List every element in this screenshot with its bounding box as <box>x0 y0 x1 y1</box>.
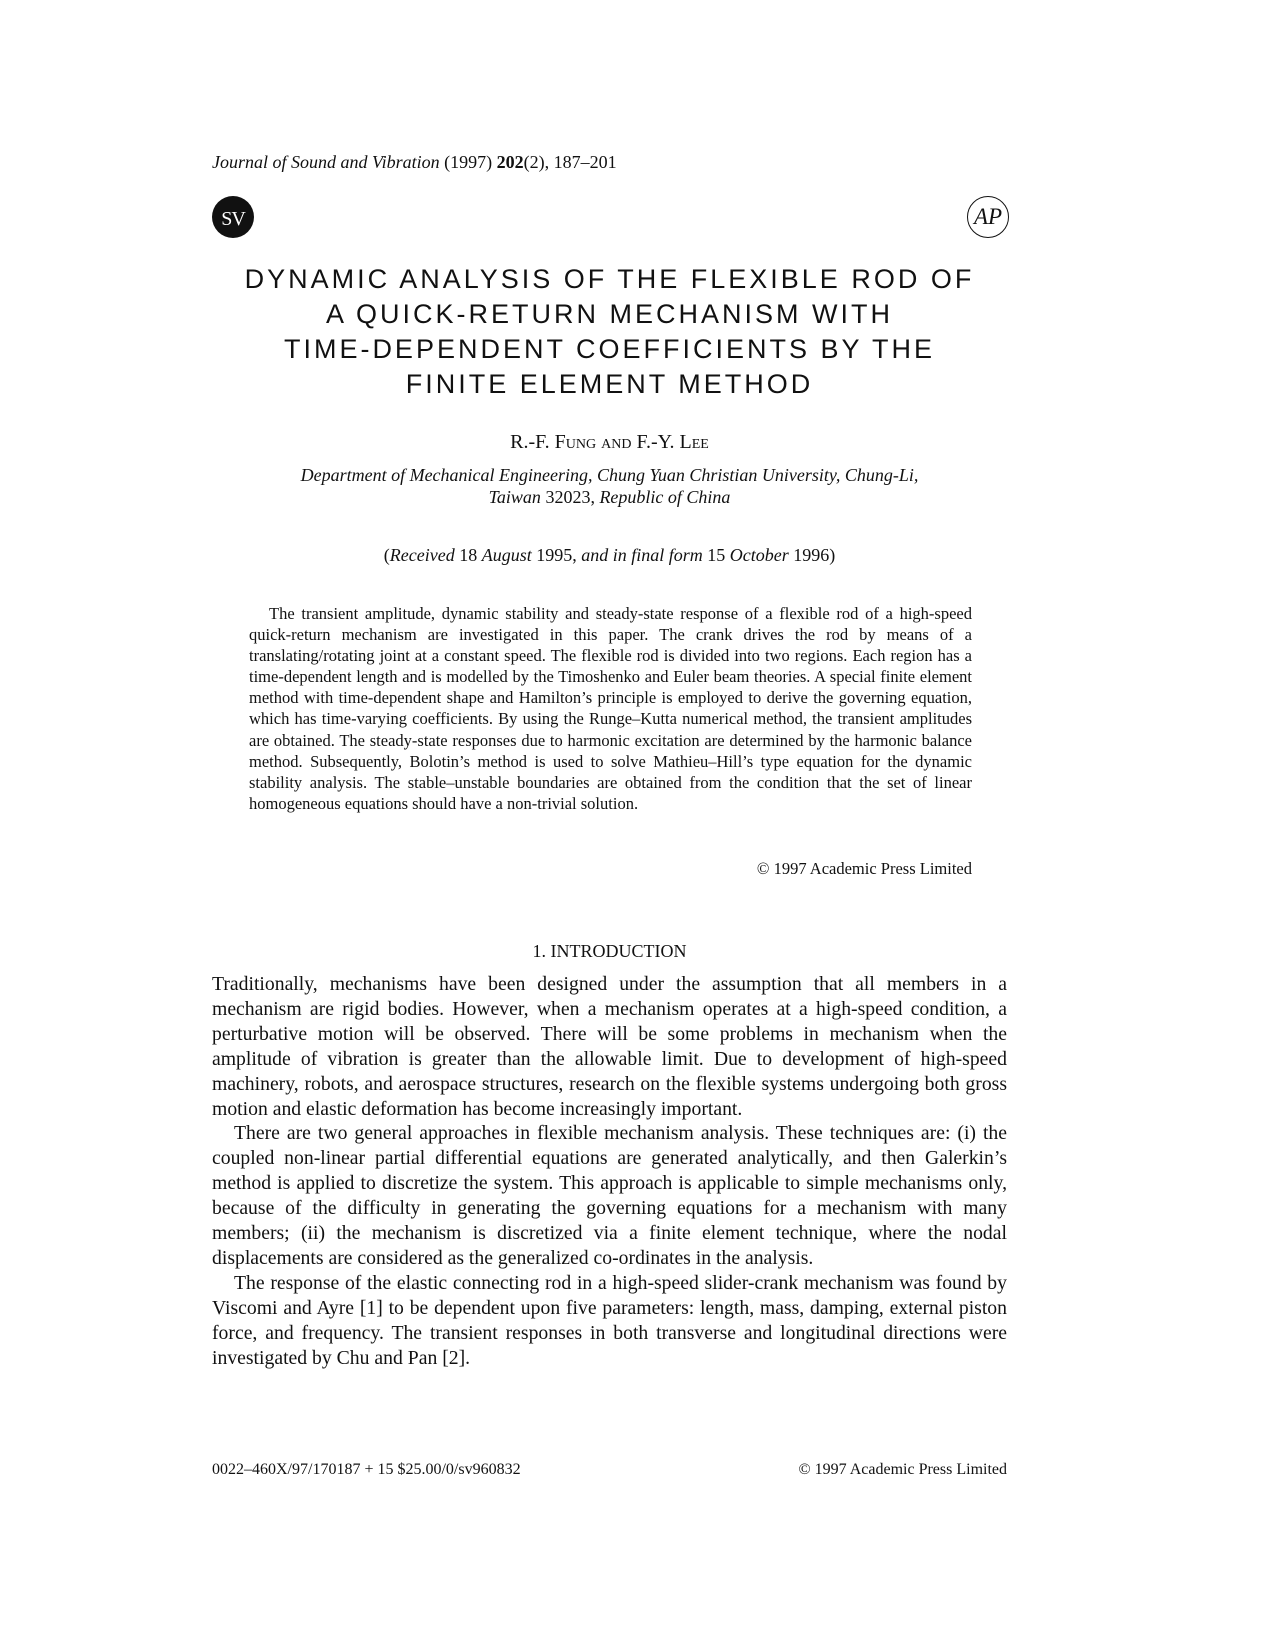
final-day: 15 <box>702 545 730 565</box>
paragraph: Traditionally, mechanisms have been designed under the assumption that all members in a mechanism are rigid bodies. However, when a mechanism operates at a high-speed condition, a perturbative motion will be observed. There will be some problems in mechanism when the amplitude of vibration is greater than the allowable limit. Due to development of high-speed machinery, robots, and aerospace structures, research on the flexible systems undergoing both gross motion and elastic deformation has become increasingly important. <box>212 973 1007 1120</box>
journal-citation <box>212 152 617 173</box>
journal-issue-pages: (2), 187–201 <box>523 152 617 172</box>
sv-logo-text: SV <box>221 208 245 230</box>
final-form-label: and in final form <box>581 545 703 565</box>
section-heading: 1. INTRODUCTION <box>532 941 687 961</box>
title-line: FINITE ELEMENT METHOD <box>405 369 814 399</box>
paragraph: The response of the elastic connecting rod in a high-speed slider-crank mechanism was found by Viscomi and Ayre [1] to be dependent upon five parameters: length, mass, damping, external piston force, and frequency. The transient responses in both transverse and longitudinal directions were investigated by Chu and Pan [2]. <box>212 1271 1007 1369</box>
final-year: 1996) <box>788 545 836 565</box>
received-dates <box>212 545 1007 566</box>
footer-copyright: © 1997 Academic Press Limited <box>798 1461 1007 1478</box>
journal-name: Journal of Sound and Vibration <box>212 152 440 172</box>
affiliation-country-part: Taiwan <box>488 487 541 507</box>
received-open: ( <box>383 545 390 565</box>
author-list: R.-F. Fung and F.-Y. Lee <box>510 431 709 453</box>
sv-logo-superscript: J <box>231 183 235 195</box>
title-line: TIME-DEPENDENT COEFFICIENTS BY THE <box>283 334 936 364</box>
ap-logo-icon <box>967 196 1009 238</box>
affiliation-republic: Republic of China <box>599 487 731 507</box>
journal-year: (1997) <box>444 152 493 172</box>
final-month: October <box>729 545 789 565</box>
received-day: 18 <box>454 545 482 565</box>
footer-code: 0022–460X/97/170187 + 15 $25.00/0/sv960832 <box>212 1461 521 1478</box>
affiliation <box>212 464 1007 508</box>
affiliation-line-2 <box>212 486 1007 508</box>
paragraph: There are two general approaches in flexible mechanism analysis. These techniques are: (i) the coupled non-linear partial differential equations are generated analytically, and then Galerkin’s method is applied to discretize the system. This approach is applicable to simple mechanisms only, because of the difficulty in generating the governing equations for a mechanism with many members; (ii) the mechanism is discretized via a finite element technique, where the nodal displacements are considered as the generalized co-ordinates in the analysis. <box>212 1122 1007 1269</box>
affiliation-line-1: Department of Mechanical Engineering, Chung Yuan Christian University, Chung-Li, <box>300 465 919 485</box>
paper-title <box>212 262 1007 402</box>
journal-volume: 202 <box>496 152 524 172</box>
ap-logo-text: AP <box>973 204 1003 229</box>
abstract-copyright: © 1997 Academic Press Limited <box>756 859 972 878</box>
title-line: DYNAMIC ANALYSIS OF THE FLEXIBLE ROD OF <box>244 264 975 294</box>
affiliation-postcode: 32023, <box>540 487 600 507</box>
received-month: August <box>481 545 532 565</box>
received-label: Received <box>389 545 455 565</box>
body-text <box>212 972 1007 1371</box>
received-year: 1995, <box>531 545 582 565</box>
abstract: The transient amplitude, dynamic stability and steady-state response of a flexible rod of a high-speed quick-return mechanism are investigated in this paper. The crank drives the rod by means of a translating/rotating joint at a constant speed. The flexible rod is divided into two regions. Each region has a time-dependent length and is modelled by the Timoshenko and Euler beam theories. A special finite element method with time-dependent shape and Hamilton’s principle is employed to derive the governing equation, which has time-varying coefficients. By using the Runge–Kutta numerical method, the transient amplitudes are obtained. The steady-state responses due to harmonic excitation are determined by the harmonic balance method. Subsequently, Bolotin’s method is used to solve Mathieu–Hill’s type equation for the dynamic stability analysis. The stable–unstable boundaries are obtained from the condition that the set of linear homogeneous equations should have a non-trivial solution. <box>249 604 972 813</box>
title-line: A QUICK-RETURN MECHANISM WITH <box>325 299 893 329</box>
sv-logo-icon <box>212 183 254 238</box>
